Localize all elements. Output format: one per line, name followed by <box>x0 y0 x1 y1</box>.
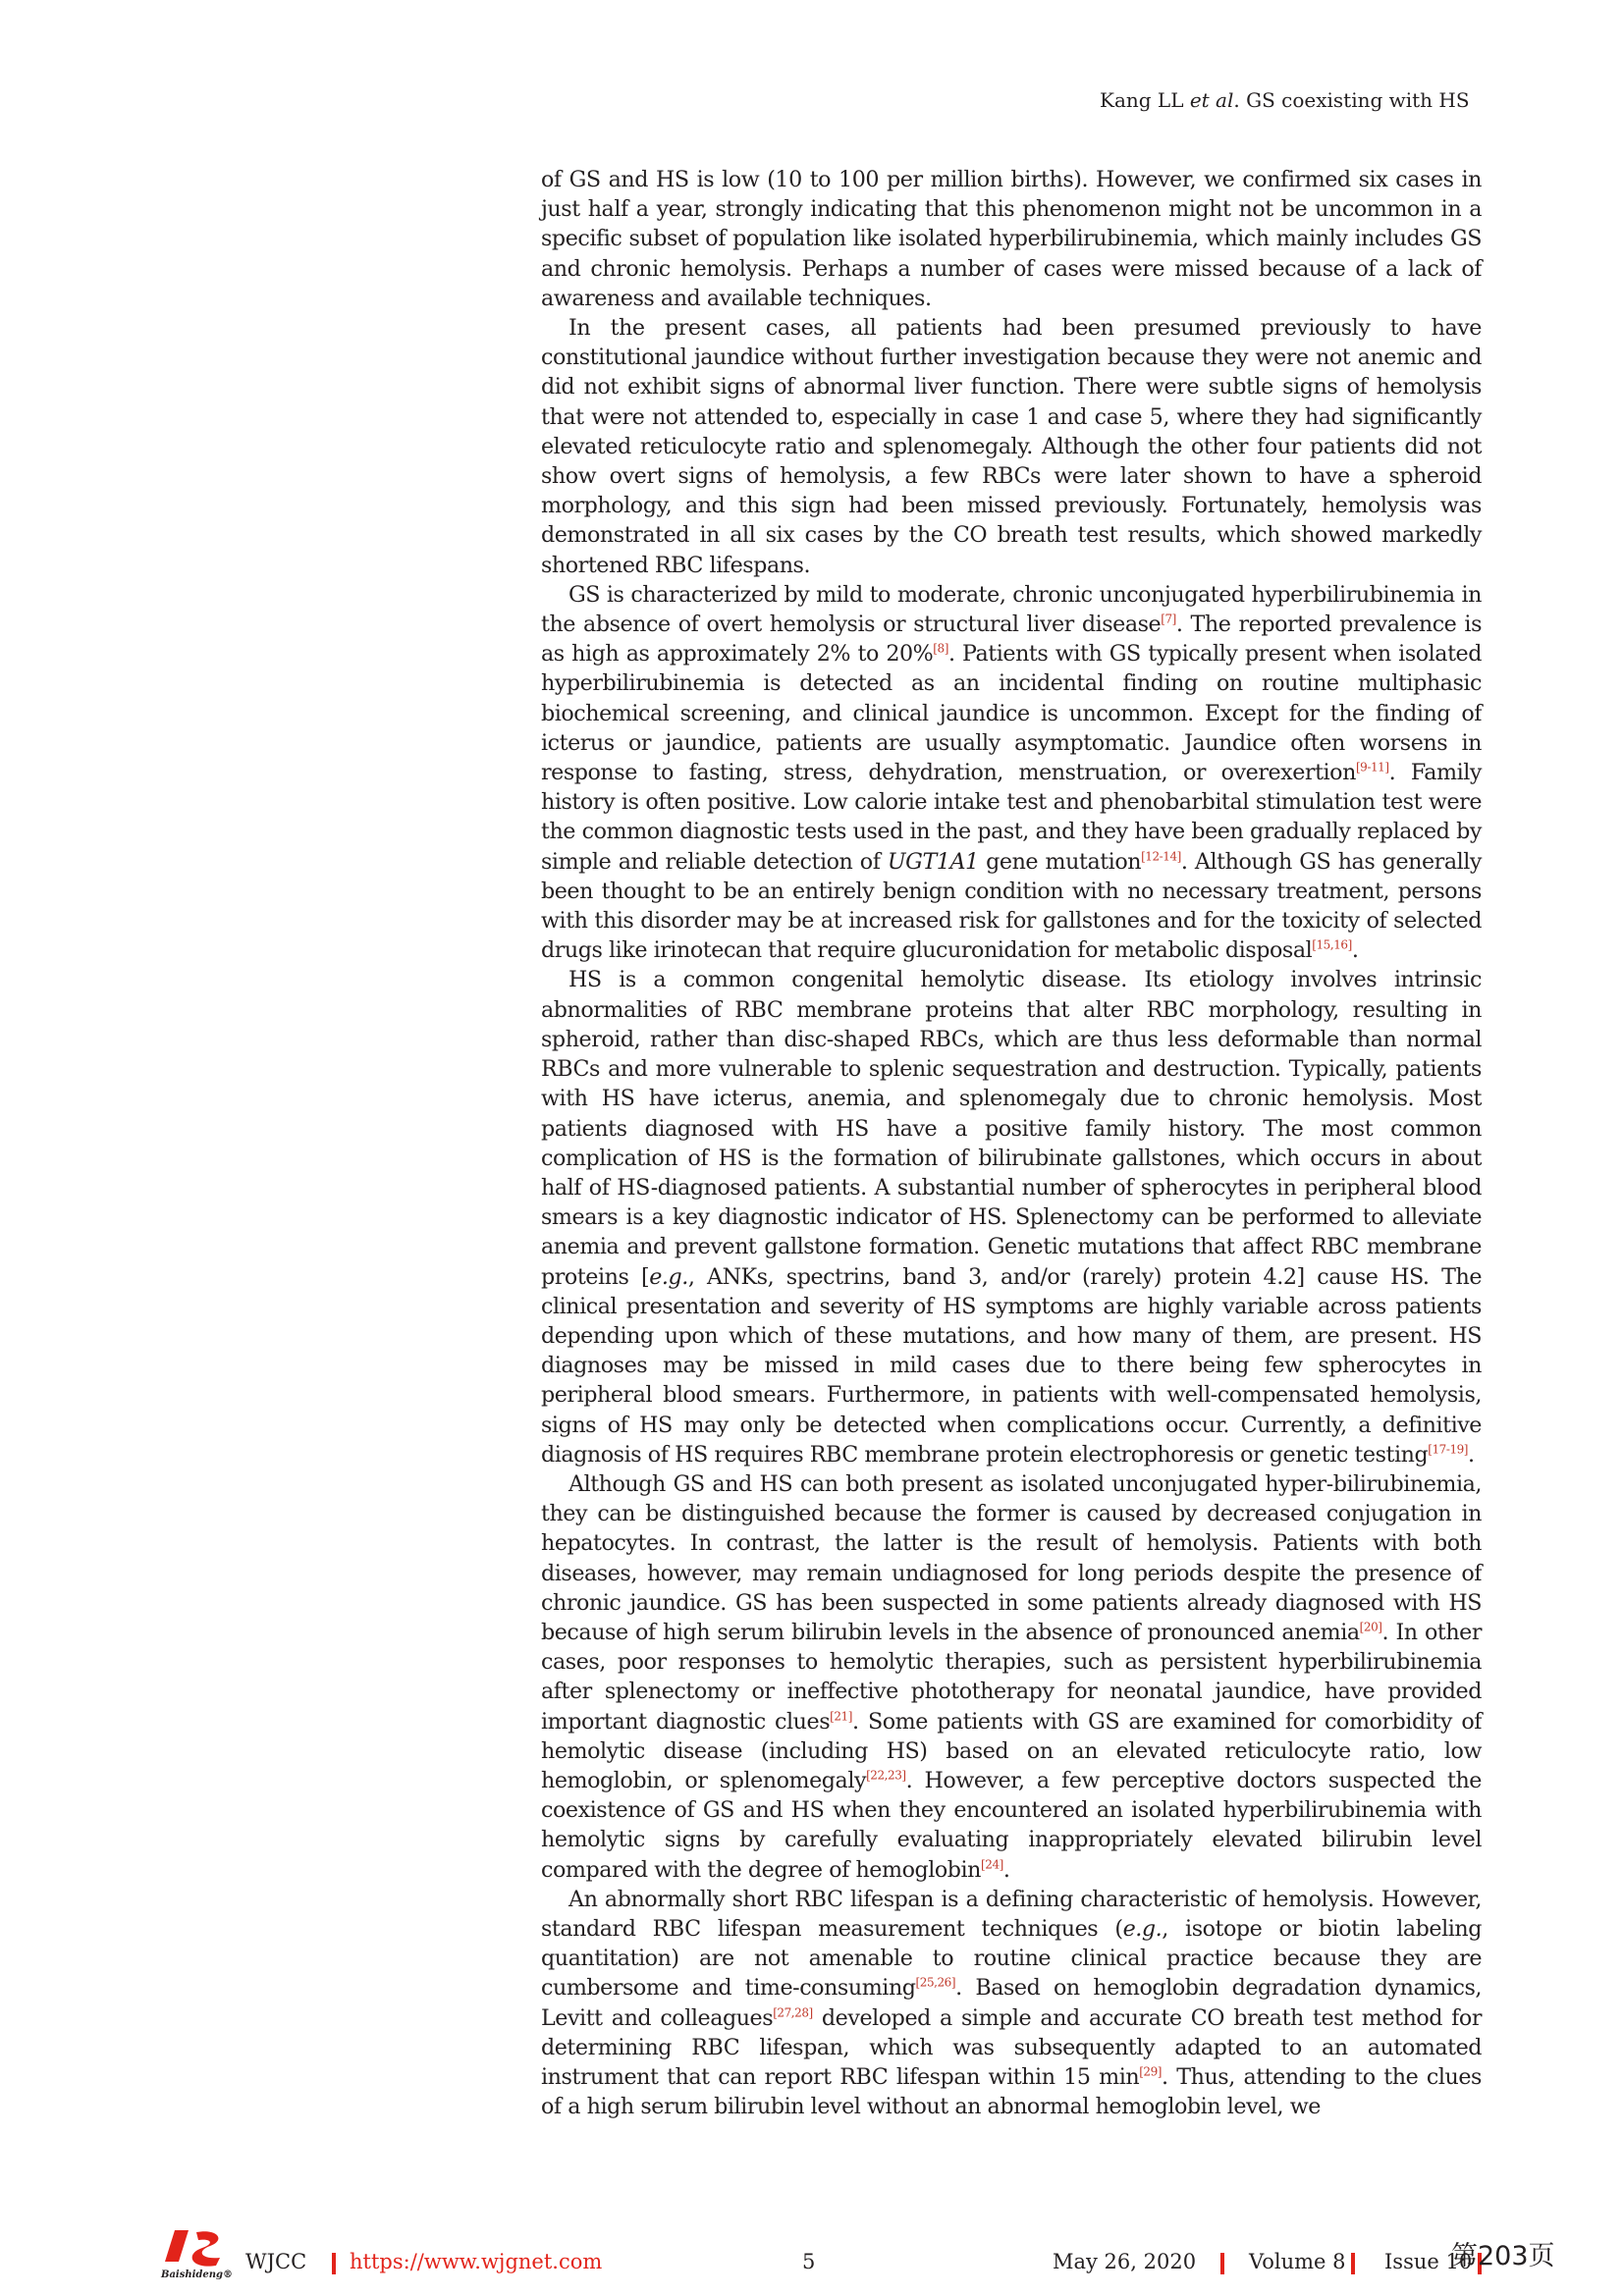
italic-text-run: e.g. <box>1122 1915 1163 1942</box>
body-paragraph <box>541 313 1482 580</box>
footer-issue: Issue 10 <box>1384 2250 1473 2273</box>
text-run: . Patients with GS typically present when isolated hyperbilirubinemia is detected as an incidental finding on routine multiphasic biochemical screening, and clinical jaundice is uncommon. Except for the finding of icterus or jaundice, patients are usually asymptomatic. Jaundice often worsens in response to fasting, stress, dehydration, menstruation, or overexertion <box>541 641 1482 786</box>
footer-page-number: 5 <box>802 2250 816 2273</box>
header-et-al: et al <box>1189 88 1234 112</box>
text-run: . <box>1468 1441 1475 1468</box>
citation-ref[interactable]: [22,23] <box>866 1768 906 1783</box>
citation-ref[interactable]: [24] <box>981 1857 1003 1872</box>
citation-ref[interactable]: [17-19] <box>1428 1442 1469 1457</box>
text-run: . Although GS has generally been thought to be an entirely benign condition with no necessary treatment, persons with this disorder may be at increased risk for gallstones and for the toxicity of selected drugs like irinotecan that require glucuronidation for metabolic disposal <box>541 848 1482 964</box>
text-run: . <box>1002 1856 1010 1883</box>
text-run: , isotope or biotin labeling quantitation) are not amenable to routine clinical practice because they are cumbersome and time-consuming <box>541 1915 1482 2002</box>
body-paragraph <box>541 965 1482 1468</box>
text-run: . Family history is often positive. Low calorie intake test and phenobarbital stimulation test were the common diagnostic tests used in the past, and they have been gradually replaced by simple and reliable detection of <box>541 760 1483 875</box>
citation-ref[interactable]: [7] <box>1161 612 1176 626</box>
footer-date: May 26, 2020 <box>1053 2250 1197 2273</box>
body-paragraph <box>541 1469 1482 1885</box>
pdf-page-overlay: 第203页 <box>1451 2241 1555 2271</box>
footer-divider <box>1220 2250 1224 2274</box>
article-body <box>541 165 1482 2121</box>
text-run: . Some patients with GS are examined for comorbidity of hemolytic disease (including HS) based on an elevated reticulocyte ratio, low hemoglobin, or splenomegaly <box>541 1708 1482 1793</box>
citation-ref[interactable]: [8] <box>933 641 948 656</box>
italic-text-run: e.g. <box>649 1263 688 1290</box>
text-run: . Based on hemoglobin degradation dynamics, Levitt and colleagues <box>541 1975 1482 2031</box>
footer-journal: WJCC <box>245 2250 307 2273</box>
running-header <box>1100 88 1470 112</box>
header-authors: Kang LL <box>1100 88 1190 112</box>
citation-ref[interactable]: [29] <box>1139 2064 1163 2079</box>
footer-divider <box>332 2250 336 2274</box>
body-paragraph <box>541 165 1482 313</box>
italic-text-run: UGT1A1 <box>887 848 979 875</box>
citation-ref[interactable]: [20] <box>1359 1620 1382 1634</box>
text-run: HS is a common congenital hemolytic disease. Its etiology involves intrinsic abnormalities of RBC membrane proteins that alter RBC morphology, resulting in spheroid, rather than disc-shaped RBCs, which are thus less deformable than normal RBCs and more vulnerable to splenic sequestration and destruction. Typically, patients with HS have icterus, anemia, and splenomegaly due to chronic hemolysis. Most patients diagnosed with HS have a positive family history. The most common complication of HS is the formation of bilirubinate gallstones, which occurs in about half of HS-diagnosed patients. A substantial number of spherocytes in peripheral blood smears is a key diagnostic indicator of HS. Splenectomy can be performed to alleviate anemia and prevent gallstone formation. Genetic mutations that affect RBC membrane proteins [ <box>541 967 1482 1290</box>
publisher-logo-text: Baishideng® <box>161 2269 234 2280</box>
footer-url-link[interactable]: https://www.wjgnet.com <box>350 2250 603 2273</box>
citation-ref[interactable]: [27,28] <box>773 2005 813 2020</box>
footer-volume: Volume 8 <box>1249 2250 1346 2273</box>
text-run: An abnormally short RBC lifespan is a defining characteristic of hemolysis. However, standard RBC lifespan measurement techniques ( <box>541 1886 1482 1942</box>
citation-ref[interactable]: [21] <box>830 1709 852 1724</box>
text-run: . The reported prevalence is as high as approximately 2% to 20% <box>541 612 1483 667</box>
body-paragraph <box>541 580 1482 966</box>
text-run: . <box>1351 937 1359 964</box>
text-run: In the present cases, all patients had been presumed previously to have constitutional jaundice without further investigation because they were not anemic and did not exhibit signs of abnormal liver function. There were subtle signs of hemolysis that were not attended to, especially in case 1 and case 5, where they had significantly elevated reticulocyte ratio and splenomegaly. Although the other four patients did not show overt signs of hemolysis, a few RBCs were later shown to have a spheroid morphology, and this sign had been missed previously. Fortunately, hemolysis was demonstrated in all six cases by the CO breath test results, which showed markedly shortened RBC lifespans. <box>541 315 1482 578</box>
citation-ref[interactable]: [25,26] <box>915 1976 956 1990</box>
text-run: . However, a few perceptive doctors suspected the coexistence of GS and HS when they encountered an isolated hyperbilirubinemia with hemolytic signs by carefully evaluating inappropriately elevated bilirubin level compared with the degree of hemoglobin <box>541 1767 1482 1883</box>
page-footer <box>157 2226 1555 2285</box>
footer-divider <box>1351 2250 1355 2274</box>
citation-ref[interactable]: [12-14] <box>1141 849 1181 864</box>
citation-ref[interactable]: [9-11] <box>1355 760 1389 774</box>
text-run: GS is characterized by mild to moderate, chronic unconjugated hyperbilirubinemia in the absence of overt hemolysis or structural liver disease <box>541 581 1482 638</box>
text-run: gene mutation <box>978 848 1142 875</box>
text-run: . Thus, attending to the clues of a high serum bilirubin level without an abnormal hemoglobin level, we <box>541 2064 1482 2120</box>
body-paragraph <box>541 1885 1482 2122</box>
text-run: . In other cases, poor responses to hemolytic therapies, such as persistent hyperbilirubinemia after splenectomy or ineffective phototherapy for neonatal jaundice, have provided important diagnostic clues <box>541 1619 1483 1735</box>
text-run: of GS and HS is low (10 to 100 per million births). However, we confirmed six cases in just half a year, strongly indicating that this phenomenon might not be uncommon in a specific subset of population like isolated hyperbilirubinemia, which mainly includes GS and chronic hemolysis. Perhaps a number of cases were missed because of a lack of awareness and available techniques. <box>541 167 1482 311</box>
citation-ref[interactable]: [15,16] <box>1312 937 1352 952</box>
text-run: , ANKs, spectrins, band 3, and/or (rarely) protein 4.2] cause HS. The clinical presentation and severity of HS symptoms are highly variable across patients depending upon which of these mutations, and how many of them, are present. HS diagnoses may be missed in mild cases due to there being few spherocytes in peripheral blood smears. Furthermore, in patients with well-compensated hemolysis, signs of HS may only be detected when complications occur. Currently, a definitive diagnosis of HS requires RBC membrane protein electrophoresis or genetic testing <box>541 1263 1482 1468</box>
text-run: developed a simple and accurate CO breath test method for determining RBC lifespan, which was subsequently adapted to an automated instrument that can report RBC lifespan within 15 min <box>541 2004 1482 2090</box>
header-title: . GS coexisting with HS <box>1233 88 1470 112</box>
text-run: Although GS and HS can both present as isolated unconjugated hyper-bilirubinemia, they can be distinguished because the former is caused by decreased conjugation in hepatocytes. In contrast, the latter is the result of hemolysis. Patients with both diseases, however, may remain undiagnosed for long periods despite the presence of chronic jaundice. GS has been suspected in some patients already diagnosed with HS because of high serum bilirubin levels in the absence of pronounced anemia <box>541 1470 1482 1645</box>
